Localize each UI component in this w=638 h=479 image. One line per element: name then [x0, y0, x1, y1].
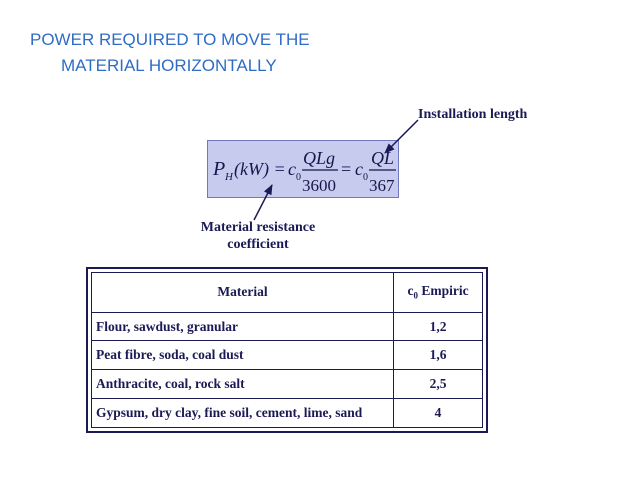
- formula-c1-sub: 0: [296, 172, 301, 183]
- material-table: [91, 272, 483, 428]
- material-cell: Anthracite, coal, rock salt: [91, 370, 394, 399]
- slide-title-line2: MATERIAL HORIZONTALLY: [61, 56, 277, 75]
- material-cell: Gypsum, dry clay, fine soil, cement, lime, sand: [91, 399, 394, 428]
- c0-header: [394, 272, 483, 313]
- c0-header-sub: 0: [413, 291, 418, 302]
- c0-header-suffix: Empiric: [417, 283, 469, 299]
- formula-lhs: P: [213, 158, 226, 180]
- formula-lhs-sub: H: [225, 171, 233, 183]
- formula-den2: 367: [369, 176, 395, 195]
- formula-c1: c: [288, 159, 296, 179]
- c0-cell: 2,5: [394, 370, 483, 399]
- c0-header-prefix: c: [407, 283, 414, 299]
- table-row: [91, 370, 483, 399]
- formula-lhs-unit: (kW) =: [234, 159, 286, 179]
- c0-cell: 1,2: [394, 313, 483, 342]
- resistance-line2: coefficient: [227, 237, 289, 252]
- formula-equals: =: [341, 159, 352, 179]
- material-cell: Peat fibre, soda, coal dust: [91, 341, 394, 370]
- material-table-frame: [86, 267, 488, 433]
- slide-title-line1: POWER REQUIRED TO MOVE THE: [30, 30, 310, 49]
- formula-den1: 3600: [302, 176, 336, 195]
- formula-num2: QL: [371, 148, 395, 168]
- installation-length-callout: Installation length: [418, 107, 528, 122]
- c0-cell: 4: [394, 399, 483, 428]
- table-row: [91, 313, 483, 342]
- formula-c2: c: [355, 159, 363, 179]
- formula-num1: QLg: [303, 148, 336, 168]
- installation-arrow: [385, 120, 418, 153]
- resistance-arrow: [254, 185, 272, 220]
- c0-cell: 1,6: [394, 341, 483, 370]
- formula-c2-sub: 0: [363, 172, 368, 183]
- table-row: [91, 399, 483, 428]
- table-row: [91, 341, 483, 370]
- material-cell: Flour, sawdust, granular: [91, 313, 394, 342]
- material-header: Material: [91, 272, 394, 313]
- resistance-line1: Material resistance: [200, 220, 316, 235]
- table-header-row: [91, 272, 483, 313]
